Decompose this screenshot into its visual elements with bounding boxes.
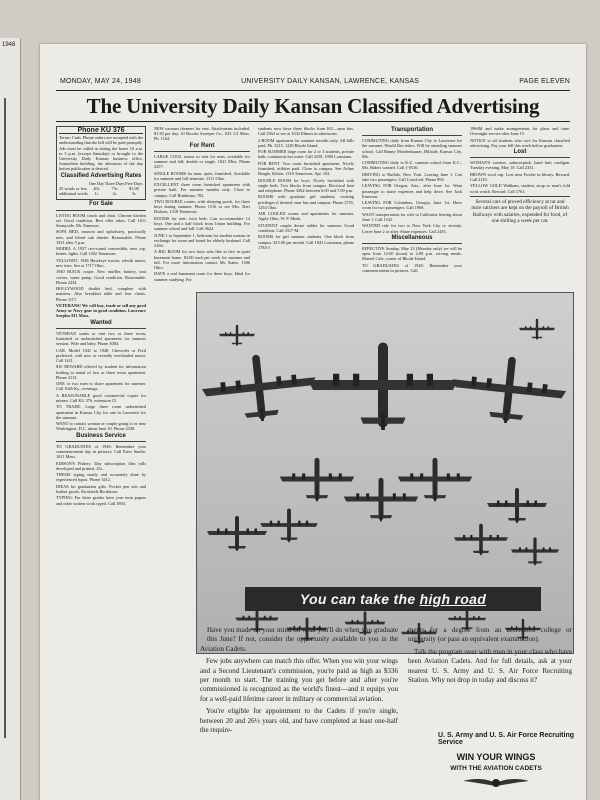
classified-ad: WANT to contact woman or couple going to or near Washington, D.C. about June 10. Phone 2338.: [56, 421, 146, 432]
newspaper-page: [40, 44, 586, 800]
classified-ad: TWO DOUBLE rooms, with sleeping porch, for three boys during summer. Phone 1516 or see Mrs. Kert Dodson, 1318 Tennessee.: [154, 199, 250, 215]
recruiting-ad-photo: [196, 292, 574, 654]
for-rent-heading: For Rent: [189, 142, 215, 149]
classified-ad: YELLOWIC 1946 Hawkeye tractor, rebuilt motor, new tires. See at 1717 Ohio.: [56, 257, 146, 269]
miscellaneous-heading: Miscellaneous: [391, 234, 433, 241]
classified-ad: WANTED ride for two to New York City or vicinity. Leave June 2 or after. Share expenses. Call 2435.: [362, 223, 462, 234]
classified-ad: LARGE COOL rooms to rent for men, available for summer and fall; double or single. 1621 Miss. Phone 2257.: [154, 153, 250, 170]
classified-ad: LEAVING FOR Columbus, Georgia, June 1st. Have room for two passengers. Call 1968.: [362, 200, 462, 211]
wanted-heading: Wanted: [90, 319, 112, 326]
ad-paragraph: Few jobs anywhere can match this offer. When you win your wings and a Second Lieutenant's commission, you're paid as high as $336 per month to start. The training you get before and after you're commissioned is recognized as the world's finest—and it equips you for a well-paid lifetime career in military or commercial aviation.: [200, 657, 398, 703]
column-1: [56, 126, 146, 800]
rate-value: $1.00: [129, 186, 139, 192]
pilot-wings-icon: [461, 776, 531, 790]
rate-row-label: 25 words or less: [59, 186, 88, 192]
phone-heading: Phone KU 376: [59, 128, 143, 134]
filler-notice: Several cars of proved efficiency at rat and mice catchers are kept on the payroll of British Railways with salaries, expended for food, of one shilling a week per cat.: [471, 198, 569, 225]
for-sale-heading: For Sale: [89, 201, 113, 208]
lost-heading: Lost: [513, 149, 527, 155]
classified-ad: IDEAS for graduation gifts. Pocket pen sets and leather goods. Rowlands Bookstore.: [56, 483, 146, 494]
paper-name: UNIVERSITY DAILY KANSAN, LAWRENCE, KANSAS: [241, 78, 420, 85]
classified-ad: WANT transportation for wife to California leaving about June 1. Call 1542.: [362, 211, 462, 222]
classified-ad: TO GRADUATES of 1948: Remember your commencement in pictures. Call: [362, 262, 462, 273]
column-3: [258, 126, 354, 286]
recruiting-service-name: U. S. Army and U. S. Air Force Recruiting Service: [438, 732, 575, 746]
rate-col-header: Three Days: [104, 180, 125, 186]
previous-page-edge: [0, 38, 21, 800]
ad-paragraph: Talk the program over with men in your class who have been Aviation Cadets. And for full details, ask at your nearest U. S. Army and U. S. Air Force Recruiting Station. Why not drop in today and discuss it?: [408, 647, 572, 685]
classified-ad: 2-ROOM apartment for summer months only. All bills paid. Ph. 3215, 1228 Rhode Island.: [258, 137, 354, 148]
ad-paragraph: ments for a degree from an accredited college or university (or pass an equivalent examination).: [408, 626, 572, 644]
classified-ad: COMMUTING daily from Kansas City to Lawrence for the summer. Would like riders. Will be attending summer school. Call Bunny Mordenhauser, Hillside, Kansas City, Mo.: [362, 138, 462, 159]
classified-ad: $10 REWARD offered by student for information leading to rental of two or three room apartment. Phone 2113.: [56, 364, 146, 380]
classified-ad: EDISON'S Fishery. Day subscription film rolls developed and printed, 25c.: [56, 460, 146, 471]
ad-paragraph-text: Have you made up your mind on what you'll do when you graduate this June? If not, consider the opportunity available to you in the Aviation Cadets.: [200, 626, 398, 653]
column-5: [470, 126, 570, 286]
classified-ad: AIR COOLED rooms and apartments for summer. Apply Ohio, W. P. Meek.: [258, 211, 354, 222]
terms-text: Terms: Cash. Phone orders are accepted with the understanding that the bill will be paid promptly. Ads must be called in during the hours 10 a.m. to 3 p.m. (except Saturday) or brought to the University Daily Kansan business office, Journalism building, the afternoon of the day before publication is desired.: [59, 135, 143, 172]
classified-ad: A REASONABLE good commercial copier for mimeo. Call KU 376, extension 15.: [56, 392, 146, 404]
rate-col-header: Five Days: [125, 180, 143, 186]
rate-value: 2c: [112, 191, 117, 197]
classified-ad: A BIG ROOM for two boys who like to live in quiet basement home. $3.00 each per week for summer and fall. For more information contact Mr. Kates, 1306 Ohio.: [154, 249, 250, 270]
classified-ad: FOR RENT. Two room furnished apartment. Nicely furnished, utilities paid. Close to campus. See Arline Beagle, Kilton, 1316 Tennessee, Apt. 102.: [258, 160, 354, 177]
classified-ad: SOFA BED, maroon and upholstery, practically new, and blond oak dinette. Reasonable. Phone 1921 after 5 p.m.: [56, 229, 146, 245]
ad-copy-left: [200, 626, 398, 800]
ad-paragraph: You're eligible for appointment to the Cadets if you're single, between 20 and 26½ years old, and have completed at least one-half the require-: [200, 707, 398, 735]
classified-ad: MODEL A 1937 two-toned convertible, new top, heater, lights. Call 1402 Tennessee.: [56, 246, 146, 257]
running-header: [60, 78, 570, 85]
classified-ad: FOR SUMMER large room for 2 or 3 students, private bath, continuous hot water. Call 3250, 1000 Louisiana.: [258, 149, 354, 160]
page-number: PAGE ELEVEN: [519, 78, 570, 85]
ad-copy-right: [408, 626, 572, 726]
classified-ad: EFFECTIVE Sunday, May 23 (Monday only) we will be open from 12:00 (noon) to 2:00 p.m. serving meals. Marvel Cafe, corner of Rhode Island.: [362, 245, 462, 262]
classified-ad: HAVE a real basement room for three boys. Ideal for summer studying. For: [154, 271, 250, 282]
classified-ad: DOUBLE ROOM for boys. Nicely furnished with single beds. Two blocks from campus. Electrical heat and telephone. Phone 3262 between 6:00 and 7:00 p.m.: [258, 177, 354, 193]
classified-ad: 1966M and make arrangements for place and time. Overnight service after June 15.: [470, 126, 570, 137]
classified-ad: students now have three blocks from KU—near bus. Call 2564 or see at 1632 Illinois in afternoons.: [258, 126, 354, 137]
classified-banner: [56, 90, 570, 122]
classified-ad: TO GRADUATES of 1948: Remember your commencement day in pictures. Call Estes Studio, 1021 Mass.: [56, 443, 146, 460]
classified-ad: TYPING: For letter grades have your term papers and other written work typed. Call 1894.: [56, 495, 146, 506]
transportation-heading: Transportation: [390, 127, 433, 133]
classified-ad: VETERAN wants to rent two or three room, furnished or unfurnished apartment for summer session. Wife and baby. Phone 3084.: [56, 330, 146, 347]
ad-signature: [412, 752, 580, 790]
classified-ad: CAR. Model 1941 to 1948. Chevrolet or Ford preferred, with new or recently overhauled motor. Call 1421.: [56, 347, 146, 364]
phone-box: [56, 126, 146, 200]
tagline-line-1: WIN YOUR WINGS: [456, 752, 536, 762]
classified-ad: LEAVING FOR Oregon, Ariz., after June 1st. Want passenger to share expenses and help drive. See Jack Emerson.: [362, 183, 462, 199]
classified-ad: DRIVING to Buffalo, New York. Leaving June 1. Can take two passengers. Call Crawford. Phone 894.: [362, 171, 462, 182]
classified-ad: BROWN wool cap. Lost near Fowler in library. Reward. Call 2110.: [470, 171, 570, 182]
classified-ad: THESIS typing neatly and accurately done by experienced typist. Phone 3412.: [56, 472, 146, 483]
classified-ad: ROOMS with graduate girl students; cooking privileges if desired, near bus and campus. Phone 2755, 1254 Ohio.: [258, 194, 354, 210]
classified-ad: JUNE 1 to September 1, bedroom for student woman in exchange for room and board for elderly husband. Call 2166.: [154, 232, 250, 248]
classified-ad: ROOMS for girl summer students. One block from campus. $15.00 per month. Call 1841 Louisiana, phone 1784-J.: [258, 234, 354, 250]
rates-table: [59, 181, 143, 197]
ad-slogan: [245, 587, 541, 611]
column-2: [154, 126, 250, 286]
classified-ad: HOLLYWOOD double bed, complete with mattress. Also breakfast table and four chairs. Phone 1117.: [56, 286, 146, 302]
classified-ad: SINGLE ROOMS for men, quiet, furnished. Available for summer and fall semester. 1311 Ohio.: [154, 170, 250, 181]
classified-ad: YELLOW GOLD Waltham, student, strap to man's fold wrist watch. Reward. Call 1761.: [470, 183, 570, 194]
rate-value: 40c: [93, 186, 100, 192]
classified-ad: STUDENT couple desire sublet for summer. Good condition. Call 3317-M.: [258, 222, 354, 233]
slogan-emphasis: high road: [419, 591, 487, 607]
classified-ad: WOMAN'S sweater, salmon-pink, hand knit cardigan. Tuesday evening, May 18. Call 2331.: [470, 160, 570, 171]
classified-ad: LIVING ROOM couch and chair. Chrome kitchen set. Good condition. Best offer takes. Call 1611 Sunnyside, Mr. Emerson.: [56, 212, 146, 229]
classified-ad: ROOMS for rent: twin beds. Can accommodate 14 boys. One and a half block from Union building. For summer school and fall. Call 3622.: [154, 215, 250, 232]
classified-ad: NOTICE to all students who owe for Kansan classified advertising. Pay your bill this week before graduation.: [470, 137, 570, 148]
business-service-heading: Business Service: [76, 432, 126, 439]
ad-paragraph: [200, 626, 398, 654]
rate-value: 75c: [111, 186, 118, 192]
rate-col-header: One Day: [88, 180, 105, 186]
classified-ad: 1940 BUICK coupe. New muffler, battery, seat covers, water pump. Good condition. Reasonable. Phone 2434.: [56, 269, 146, 285]
rate-value: 1c: [94, 191, 99, 197]
classified-ad: VETERANS! We will buy, trade or sell any good Army or Navy gear in good condition. Lawrence Surplus 811 Mass.: [56, 303, 146, 319]
classified-ad: COMMUTING daily to K.U. summer school from K.C., Mo. Riders wanted. Call 1-0530.: [362, 160, 462, 171]
rate-row-label: additional words: [59, 191, 88, 197]
tagline-line-2: WITH THE AVIATION CADETS: [450, 765, 542, 772]
classified-ad: ONE or two men to share apartment for summer. Call 1626 Ky., evenings.: [56, 381, 146, 392]
issue-date: MONDAY, MAY 24, 1948: [60, 78, 141, 85]
rates-heading: Classified Advertising Rates: [60, 172, 142, 179]
wings-emblem-icon: [412, 776, 580, 790]
column-4: [362, 126, 462, 286]
rate-value: 3c: [131, 191, 136, 197]
banner-title: The University Daily Kansan Classified Advertising: [86, 93, 540, 118]
drop-cap: [200, 627, 205, 643]
classified-ad: EXCELLENT three room furnished apartment with private bath. For summer months only. Close to campus. Call Brinkman, 782.: [154, 182, 250, 198]
previous-page-year: 1948: [2, 42, 16, 48]
slogan-text: You can take the: [299, 591, 420, 607]
classified-ad: TO TRADE: Large three room unfurnished apartment in Kansas City for one in Lawrence for the summer.: [56, 404, 146, 420]
binding-line: [4, 98, 16, 738]
classified-ad: NEW vacuum cleaners for rent. Attachments included. $1.50 per day. Al Brooks Sweeper Co., 623 1/2 Mass. Ph. 1164.: [154, 126, 250, 142]
